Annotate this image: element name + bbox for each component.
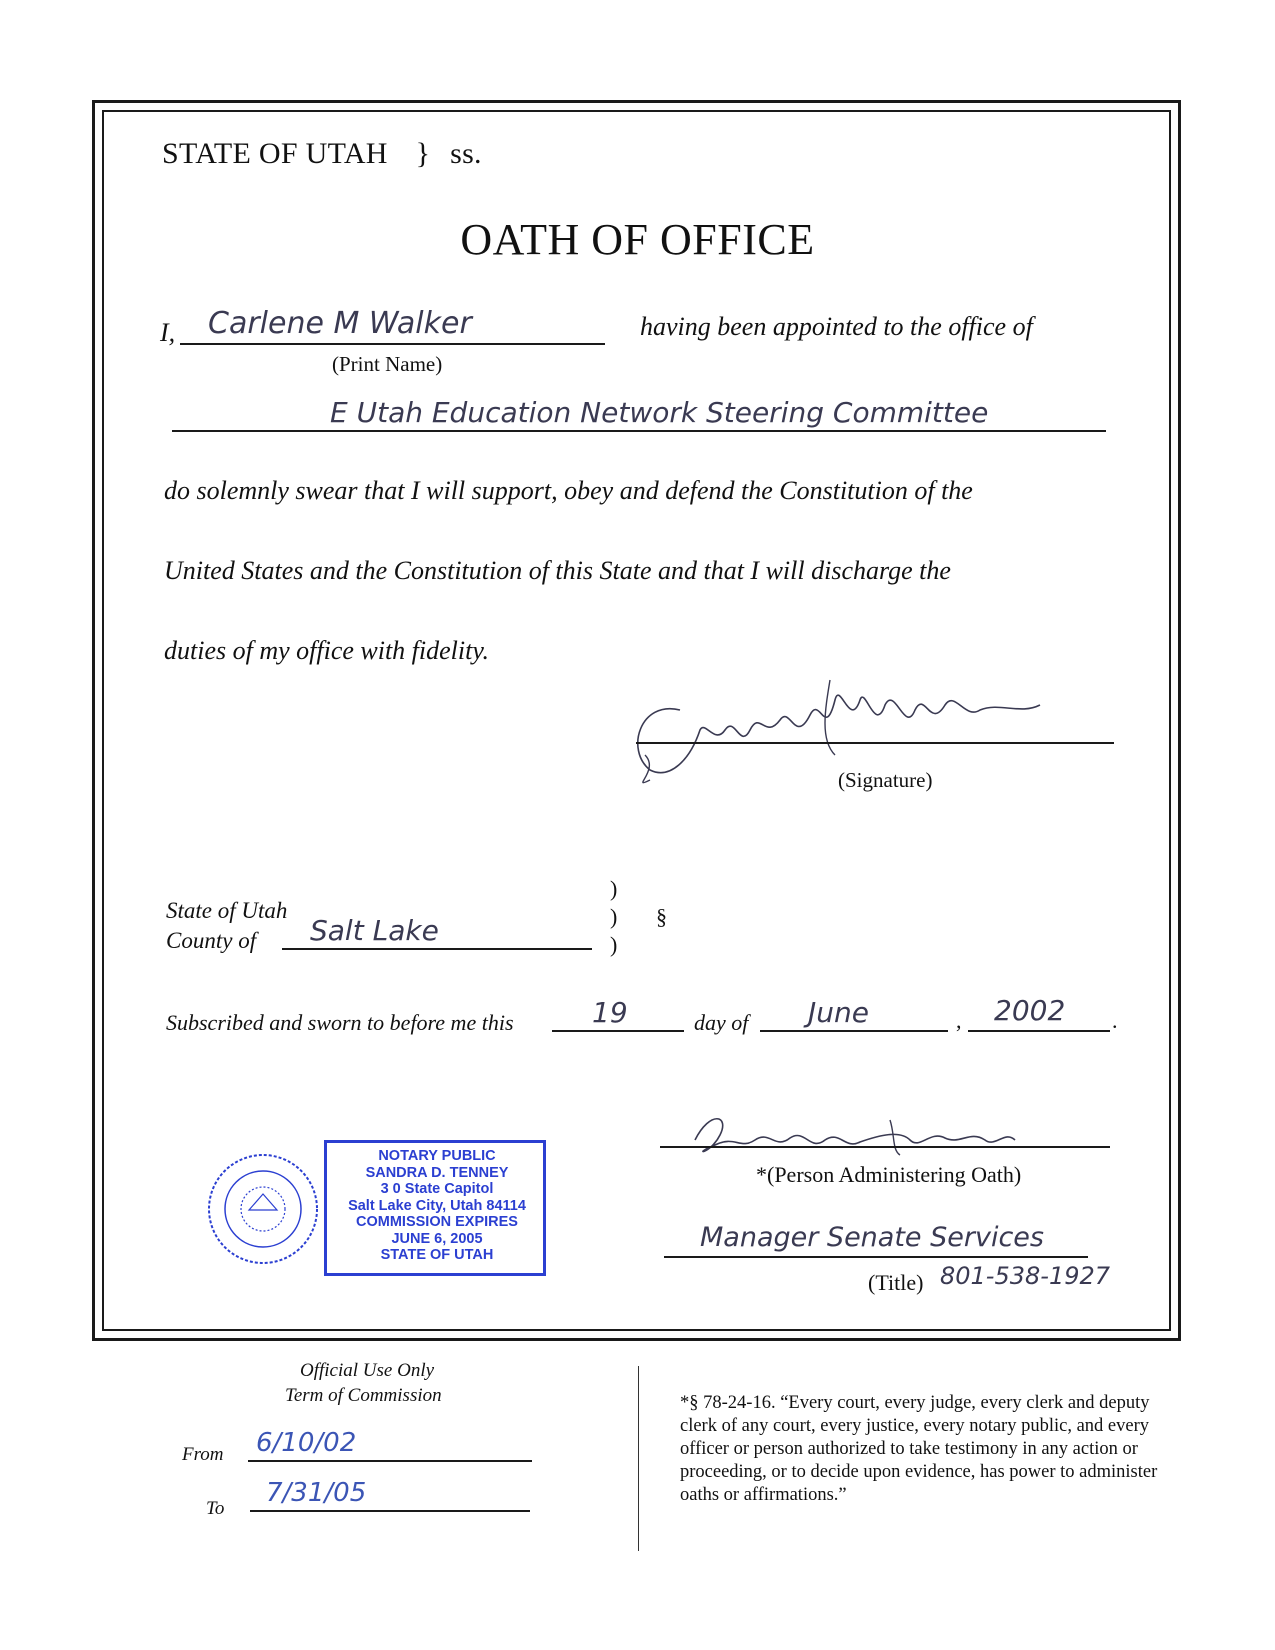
oath-body-line-1: do solemnly swear that I will support, obey and defend the Constitution of the xyxy=(164,476,973,505)
from-handwritten: 6/10/02 xyxy=(256,1428,357,1458)
day-handwritten: 19 xyxy=(592,996,628,1029)
venue-paren-1: ) xyxy=(610,876,618,901)
notary-stamp xyxy=(204,1140,548,1280)
venue-state-label: State of Utah xyxy=(166,898,288,923)
county-handwritten: Salt Lake xyxy=(310,914,439,947)
ss-label: ss. xyxy=(450,137,482,170)
state-header xyxy=(162,137,482,171)
state-name: STATE OF UTAH xyxy=(162,137,388,170)
administrator-signature xyxy=(680,1100,1040,1170)
stamp-line: SANDRA D. TENNEY xyxy=(365,1164,509,1181)
document-title: OATH OF OFFICE xyxy=(460,215,815,264)
oath-body-line-2: United States and the Constitution of this State and that I will discharge the xyxy=(164,556,951,585)
stamp-line: STATE OF UTAH xyxy=(380,1247,494,1263)
stamp-line: 3 0 State Capitol xyxy=(380,1181,494,1197)
stamp-line: JUNE 6, 2005 xyxy=(391,1230,483,1247)
venue-paren-3: ) xyxy=(610,932,618,957)
official-use-line-1: Official Use Only xyxy=(300,1360,435,1381)
stamp-text xyxy=(332,1148,542,1264)
county-line xyxy=(282,948,592,950)
statute-text: *§ 78-24-16. “Every court, every judge, every clerk and deputy clerk of any court, every justice, every notary public, and every officer or person authorized to take testimony in any action or proceeding, or to decide upon evidence, has power to administer oaths or affirmations.” xyxy=(680,1393,1158,1505)
venue-county-label: County of xyxy=(166,928,257,953)
title-line xyxy=(664,1256,1088,1258)
name-handwritten: Carlene M Walker xyxy=(208,306,472,341)
section-mark: § xyxy=(656,904,667,929)
day-line xyxy=(552,1030,684,1032)
phone-handwritten: 801-538-1927 xyxy=(940,1262,1111,1290)
month-line xyxy=(760,1030,948,1032)
signature-label: (Signature) xyxy=(838,768,933,792)
to-line xyxy=(250,1510,530,1512)
name-line xyxy=(180,343,605,345)
official-use-line-2: Term of Commission xyxy=(285,1385,442,1406)
oath-prefix: I, xyxy=(160,318,176,347)
year-handwritten: 2002 xyxy=(994,994,1066,1027)
day-of-label: day of xyxy=(694,1010,749,1035)
brace: } xyxy=(415,137,431,170)
month-handwritten: June xyxy=(808,996,869,1029)
from-label: From xyxy=(182,1444,224,1465)
administrator-label: *(Person Administering Oath) xyxy=(756,1162,1022,1187)
print-name-label: (Print Name) xyxy=(332,352,443,376)
title-handwritten: Manager Senate Services xyxy=(700,1222,1044,1253)
oath-body-line-3: duties of my office with fidelity. xyxy=(164,636,489,665)
from-line xyxy=(248,1460,532,1462)
stamp-line: NOTARY PUBLIC xyxy=(378,1148,496,1164)
date-period: . xyxy=(1112,1008,1118,1033)
office-line xyxy=(172,430,1106,432)
subscribed-prefix: Subscribed and sworn to before me this xyxy=(166,1010,514,1035)
to-handwritten: 7/31/05 xyxy=(266,1478,367,1508)
office-handwritten: E Utah Education Network Steering Committee xyxy=(330,396,989,429)
date-comma: , xyxy=(956,1008,962,1033)
appointed-text: having been appointed to the office of xyxy=(640,312,1033,341)
notary-seal-icon xyxy=(204,1150,322,1268)
footer-divider xyxy=(638,1366,639,1551)
stamp-line: Salt Lake City, Utah 84114 xyxy=(348,1197,526,1214)
signature-line xyxy=(636,742,1114,744)
stamp-line: COMMISSION EXPIRES xyxy=(356,1214,518,1230)
administrator-line xyxy=(660,1146,1110,1148)
venue-paren-2: ) xyxy=(610,904,618,929)
title-label: (Title) xyxy=(868,1270,924,1295)
to-label: To xyxy=(206,1498,225,1519)
year-line xyxy=(968,1030,1110,1032)
